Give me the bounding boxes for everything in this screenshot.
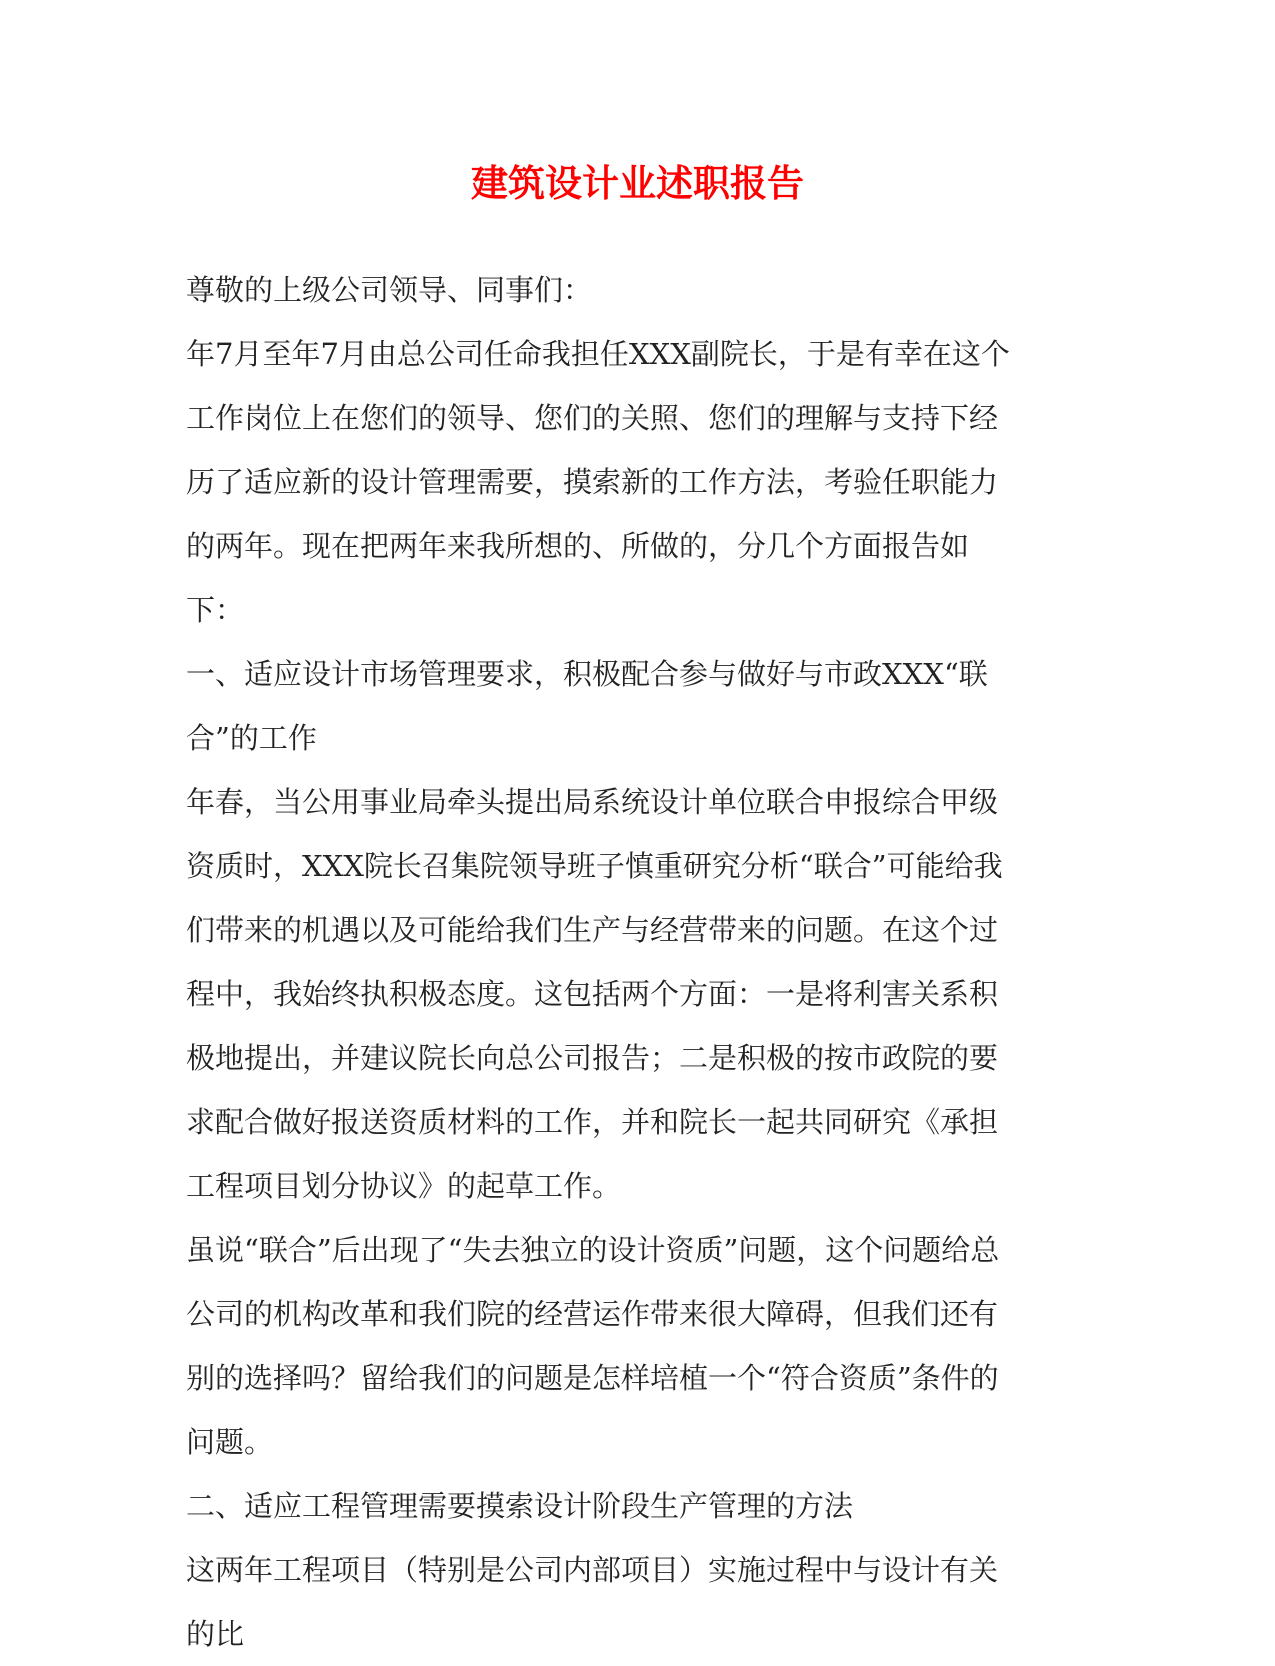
section-1-paragraph-1: 年春，当公用事业局牵头提出局系统设计单位联合申报综合甲级资质时，XXX院长召集院领导班子慎重研究分析“联合”可能给我们带来的机遇以及可能给我们生产与经营带来的问题。在这个过程中，我始终执积极态度。这包括两个方面：一是将利害关系积极地提出，并建议院长向总公司报告；二是积极的按市政院的要求配合做好报送资质材料的工作，并和院长一起共同研究《承担工程项目划分协议》的起草工作。 (186, 785, 1003, 1203)
document-title: 建筑设计业述职报告 (471, 161, 804, 205)
salutation-paragraph: 尊敬的上级公司领导、同事们： (186, 273, 593, 307)
intro-paragraph: 年7月至年7月由总公司任命我担任XXX副院长，于是有幸在这个工作岗位上在您们的领导、您们的关照、您们的理解与支持下经历了适应新的设计管理需要，摸索新的工作方法，考验任职能力的两年。现在把两年来我所想的、所做的，分几个方面报告如下： (186, 337, 1010, 627)
document-body (186, 258, 1020, 1666)
section-heading-2: 二、适应工程管理需要摸索设计阶段生产管理的方法 (186, 1489, 854, 1523)
section-2-paragraph-1: 这两年工程项目（特别是公司内部项目）实施过程中与设计有关的比 (186, 1553, 999, 1651)
section-1-paragraph-2: 虽说“联合”后出现了“失去独立的设计资质”问题，这个问题给总公司的机构改革和我们院的经营运作带来很大障碍，但我们还有别的选择吗？留给我们的问题是怎样培植一个“符合资质”条件的问题。 (186, 1233, 1000, 1459)
section-heading-1: 一、适应设计市场管理要求，积极配合参与做好与市政XXX“联合”的工作 (186, 657, 988, 755)
